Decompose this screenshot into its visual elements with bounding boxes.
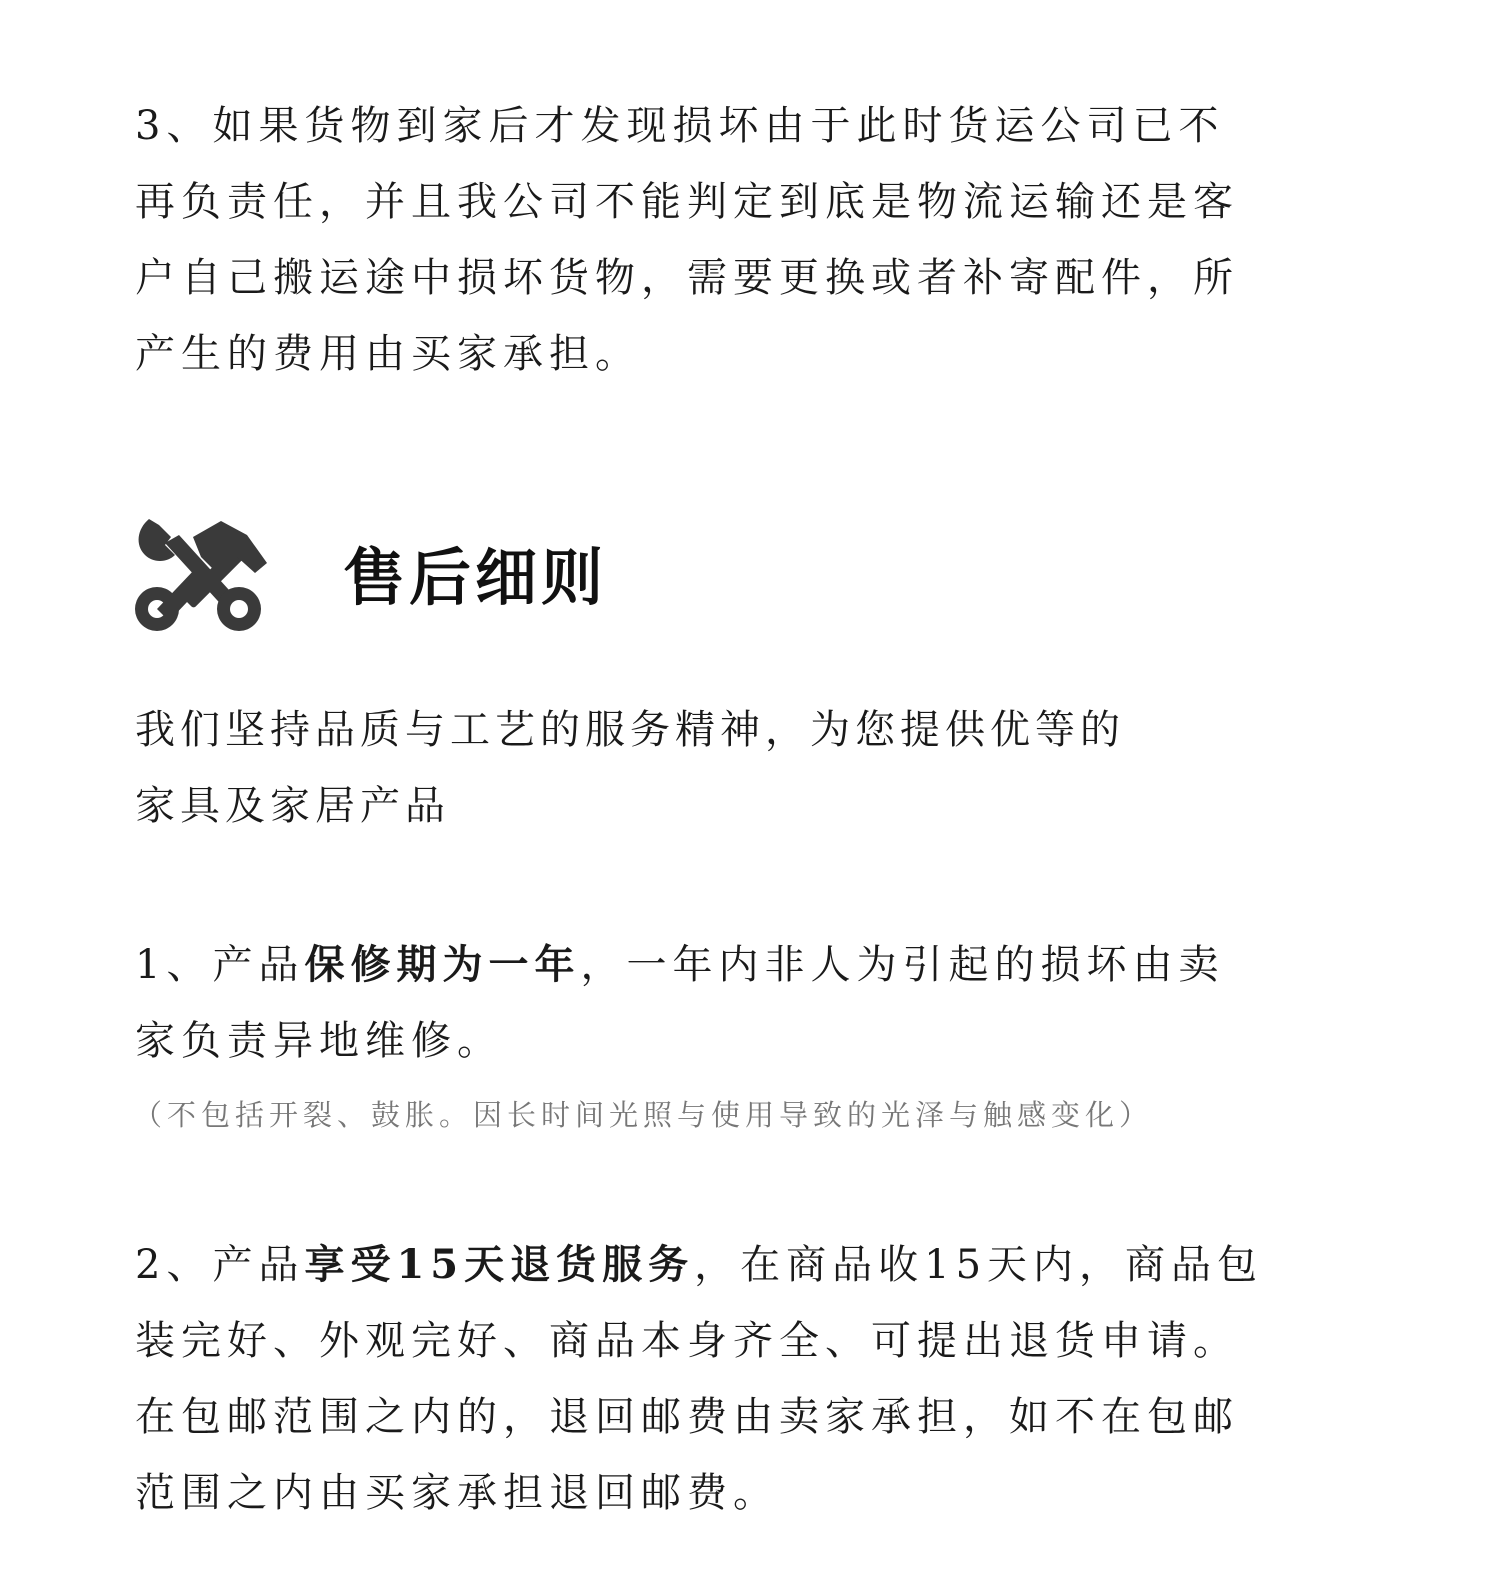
rule-line	[135, 1227, 1295, 1303]
rule-prefix: 2、产品	[135, 1242, 305, 1288]
rule-line: 家负责异地维修。	[135, 1018, 503, 1064]
rule-line: 装完好、外观完好、商品本身齐全、可提出退货申请。	[135, 1318, 1239, 1364]
rule-highlight: 保修期为一年	[304, 941, 581, 988]
paragraph-line: 户自己搬运途中损坏货物，需要更换或者补寄配件，所	[135, 255, 1239, 301]
warranty-rule	[135, 927, 1295, 1079]
rule-prefix: 1、产品	[135, 942, 305, 988]
rule-line: 范围之内由买家承担退回邮费。	[135, 1470, 779, 1516]
paragraph-line: 再负责任，并且我公司不能判定到底是物流运输还是客	[135, 179, 1239, 225]
rule-text: ，一年内非人为引起的损坏由卖	[580, 942, 1225, 988]
rule-line: 在包邮范围之内的，退回邮费由卖家承担，如不在包邮	[135, 1394, 1239, 1440]
paragraph-line: 产生的费用由买家承担。	[135, 331, 641, 377]
return-rule	[135, 1227, 1295, 1531]
intro-line: 我们坚持品质与工艺的服务精神，为您提供优等的	[135, 707, 1125, 753]
after-sales-header	[135, 515, 835, 635]
rule-highlight: 享受15天退货服务	[304, 1241, 695, 1288]
rule-line	[135, 927, 1295, 1003]
section-title: 售后细则	[343, 541, 608, 614]
paragraph-line: 3、如果货物到家后才发现损坏由于此时货运公司已不	[135, 103, 1225, 149]
intro-line: 家具及家居产品	[135, 783, 450, 829]
shipping-damage-paragraph	[135, 88, 1295, 392]
wrench-hammer-icon	[135, 515, 270, 635]
warranty-note: （不包括开裂、鼓胀。因长时间光照与使用导致的光泽与触感变化）	[133, 1098, 1154, 1132]
rule-text: ，在商品收15天内，商品包	[694, 1242, 1264, 1288]
service-intro	[135, 692, 1295, 844]
